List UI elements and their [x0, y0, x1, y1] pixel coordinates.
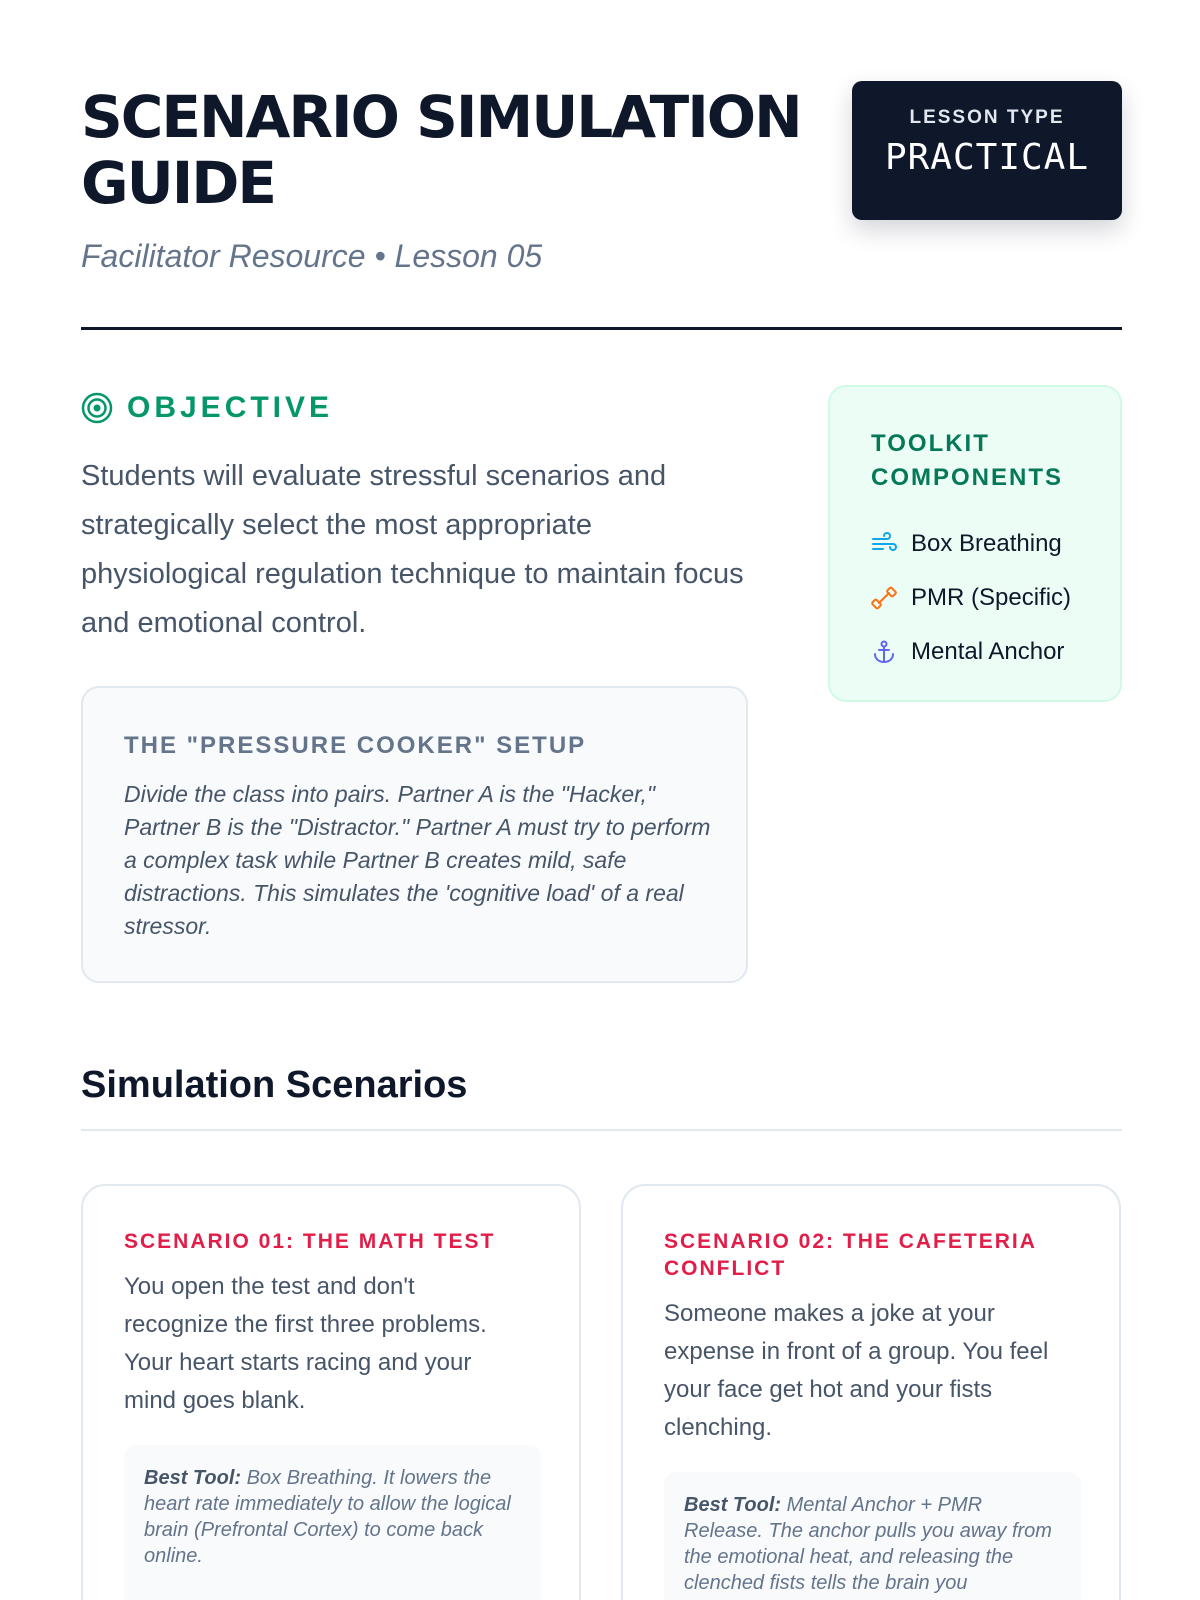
toolkit-title: TOOLKIT COMPONENTS — [871, 430, 1064, 491]
badge-value: PRACTICAL — [884, 137, 1090, 178]
setup-title: THE "PRESSURE COOKER" SETUP — [124, 732, 587, 759]
toolkit-item — [871, 625, 1071, 679]
toolkit-panel — [828, 385, 1122, 702]
objective-text: Students will evaluate stressful scenarios and strategically select the most appropriate physiological regulation technique to maintain focus and emotional control. — [81, 460, 744, 639]
badge-label: LESSON TYPE — [909, 107, 1065, 128]
objective-title: OBJECTIVE — [127, 391, 334, 424]
wind-icon — [871, 531, 897, 557]
anchor-icon — [871, 639, 897, 665]
toolkit-item-label: PMR (Specific) — [911, 584, 1072, 611]
best-tool-tip — [124, 1445, 541, 1600]
tip-text: Box Breathing. It lowers the heart rate immediately to allow the logical brain (Prefrontal Cortex) to come back online. — [144, 1467, 511, 1567]
scenario-card — [81, 1184, 581, 1600]
toolkit-item-label: Mental Anchor — [911, 638, 1065, 665]
toolkit-item-label: Box Breathing — [911, 530, 1062, 557]
tip-label: Best Tool: — [144, 1467, 242, 1489]
target-icon — [81, 392, 113, 424]
tip-text: Mental Anchor + PMR Release. The anchor pulls you away from the emotional heat, and releasing the clenched fists tells the brain you — [684, 1494, 1052, 1594]
page-title: SCENARIO SIMULATION GUIDE — [81, 83, 801, 217]
toolkit-item — [871, 571, 1071, 625]
scenario-description: You open the test and don't recognize the first three problems. Your heart starts racing and your mind goes blank. — [124, 1273, 487, 1414]
setup-box — [81, 686, 748, 983]
scenario-description: Someone makes a joke at your expense in front of a group. You feel your face get hot and your fists clenching. — [664, 1300, 1049, 1441]
section-divider — [81, 1129, 1122, 1131]
dumbbell-icon — [871, 585, 897, 611]
objective-heading — [81, 391, 333, 425]
scenario-title: SCENARIO 02: THE CAFETERIA CONFLICT — [664, 1230, 1037, 1280]
lesson-type-badge — [852, 81, 1122, 220]
best-tool-tip — [664, 1472, 1081, 1600]
scenarios-section-title: Simulation Scenarios — [81, 1064, 468, 1106]
page-subtitle: Facilitator Resource • Lesson 05 — [81, 238, 543, 274]
toolkit-item — [871, 517, 1071, 571]
scenario-card — [621, 1184, 1121, 1600]
setup-text: Divide the class into pairs. Partner A is the "Hacker," Partner B is the "Distractor." Partner A must try to perform a complex task while Partner B creates mild, safe distractions. This simulates the 'cognitive load' of a real stressor. — [124, 781, 711, 939]
scenario-title: SCENARIO 01: THE MATH TEST — [124, 1230, 496, 1253]
tip-label: Best Tool: — [684, 1494, 782, 1516]
toolkit-list — [871, 517, 1071, 679]
header-divider — [81, 327, 1122, 330]
